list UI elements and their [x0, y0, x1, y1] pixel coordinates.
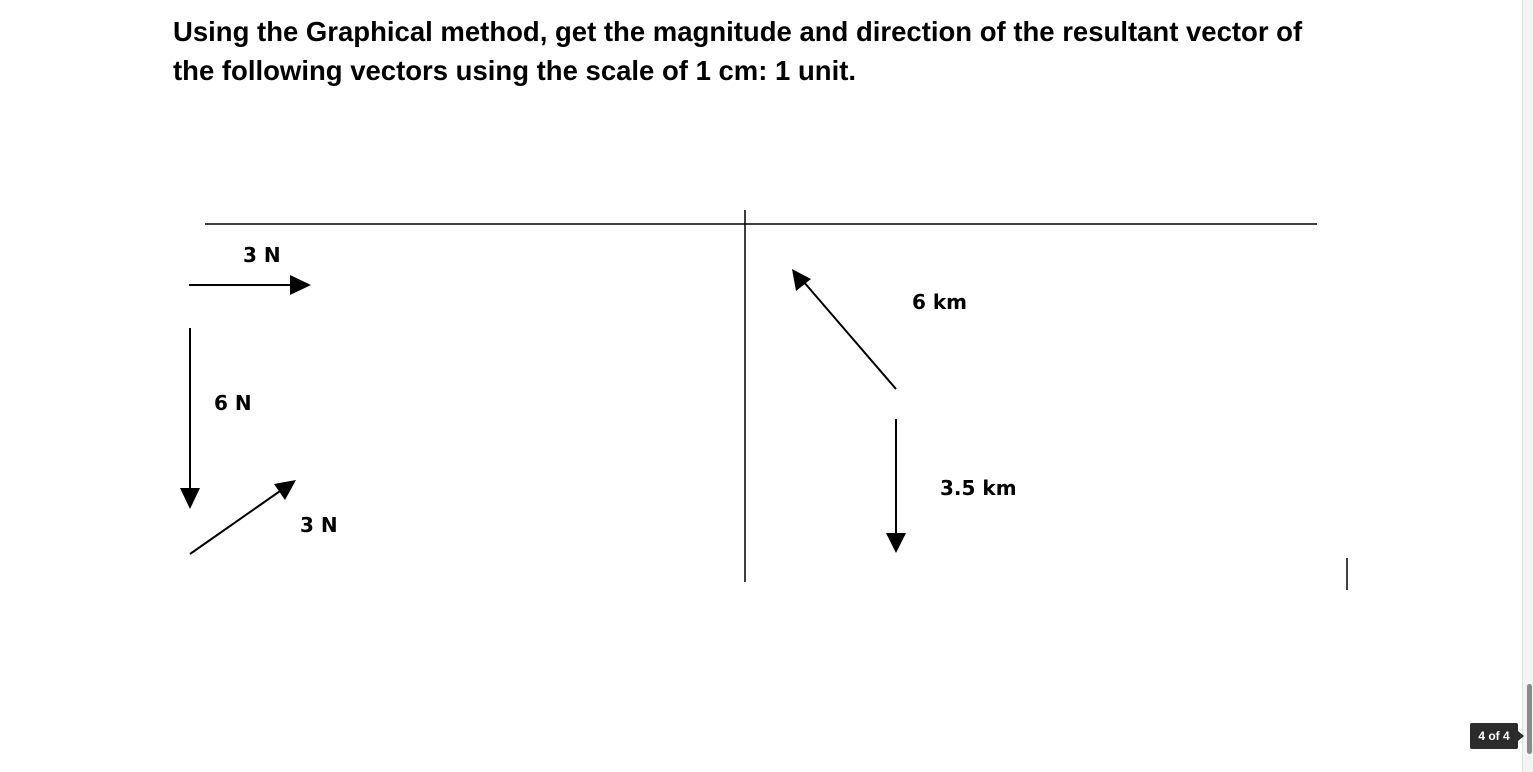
vector-3n-east: [189, 275, 311, 295]
vector-6n-south: [180, 328, 200, 509]
question-line-1: Using the Graphical method, get the magnitude and direction of the resultant vector of: [173, 16, 1303, 47]
vertical-scrollbar[interactable]: [1522, 0, 1533, 772]
scrollbar-thumb[interactable]: [1527, 684, 1532, 754]
label-3n-east: 3 N: [243, 243, 281, 267]
vector-3n-northeast: [190, 480, 296, 554]
page-indicator: 4 of 4: [1470, 723, 1518, 749]
question-line-2: the following vectors using the scale of 1 cm: 1 unit.: [173, 55, 857, 86]
vector-6km-northwest: [792, 269, 896, 389]
vector-3-5km-south: [886, 419, 906, 553]
label-6km-northwest: 6 km: [912, 290, 968, 314]
label-3-5km-south: 3.5 km: [940, 476, 1017, 500]
page-indicator-pointer-icon: [1518, 731, 1524, 741]
label-6n-south: 6 N: [214, 391, 252, 415]
label-3n-northeast: 3 N: [300, 513, 338, 537]
